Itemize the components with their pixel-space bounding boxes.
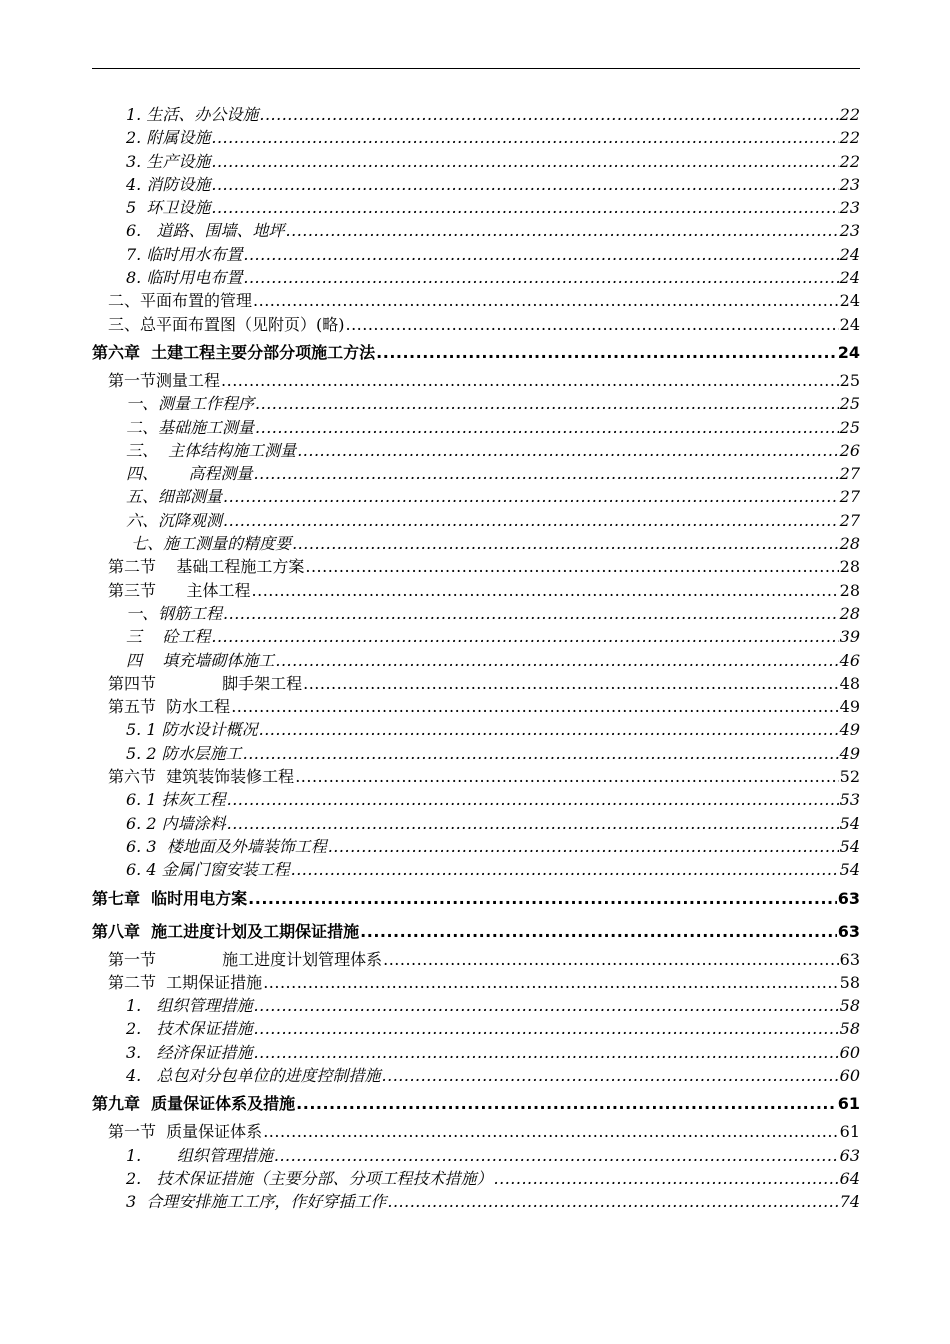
- toc-entry[interactable]: [92, 509, 860, 532]
- toc-entry-title: 第九章 质量保证体系及措施: [92, 1094, 296, 1114]
- table-of-contents: [92, 103, 860, 1213]
- toc-entry-title: 7. 临时用水布置: [126, 244, 243, 264]
- toc-page-number: 54: [839, 860, 860, 880]
- toc-entry[interactable]: [92, 462, 860, 485]
- toc-leader-dots: [211, 126, 838, 149]
- toc-page-number: 28: [839, 534, 860, 554]
- header-rule: [92, 68, 860, 69]
- toc-entry-title: 三 砼工程: [126, 627, 211, 647]
- toc-entry-title: 第二节 工期保证措施: [108, 972, 263, 992]
- toc-entry-title: 6. 道路、围墙、地坪: [126, 221, 285, 241]
- toc-leader-dots: [305, 555, 838, 578]
- toc-leader-dots: [328, 835, 839, 858]
- toc-page-number: 27: [839, 464, 860, 484]
- toc-leader-dots: [296, 1087, 837, 1120]
- toc-entry-title: 三、 主体结构施工测量: [126, 440, 297, 460]
- toc-leader-dots: [221, 369, 839, 392]
- toc-entry[interactable]: [92, 579, 860, 602]
- toc-entry[interactable]: [92, 971, 860, 994]
- toc-entry[interactable]: [92, 1017, 860, 1040]
- toc-entry-title: 3. 经济保证措施: [126, 1042, 253, 1062]
- toc-page-number: 24: [839, 268, 860, 288]
- toc-entry[interactable]: [92, 416, 860, 439]
- toc-entry-title: 1. 组织管理措施: [126, 1145, 273, 1165]
- toc-page-number: 26: [839, 440, 860, 460]
- toc-page-number: 63: [839, 1145, 860, 1165]
- toc-leader-dots: [263, 1120, 838, 1143]
- toc-entry[interactable]: [92, 369, 860, 392]
- toc-entry[interactable]: [92, 313, 860, 336]
- toc-entry[interactable]: [92, 266, 860, 289]
- toc-leader-dots: [223, 602, 839, 625]
- toc-entry-title: 四 填充墙砌体施工: [126, 650, 275, 670]
- toc-leader-dots: [211, 150, 838, 173]
- toc-entry-title: 第一节 质量保证体系: [108, 1122, 263, 1142]
- toc-page-number: 25: [839, 394, 860, 414]
- toc-entry[interactable]: [92, 994, 860, 1017]
- toc-entry-title: 第四节 脚手架工程: [108, 673, 303, 693]
- toc-entry-title: 六、沉降观测: [126, 510, 223, 530]
- toc-leader-dots: [346, 313, 839, 336]
- toc-entry-title: 6. 3 楼地面及外墙装饰工程: [126, 836, 327, 856]
- toc-page-number: 23: [839, 198, 860, 218]
- toc-leader-dots: [243, 742, 839, 765]
- toc-entry-title: 第七章 临时用电方案: [92, 888, 248, 908]
- toc-entry-title: 2. 技术保证措施: [126, 1019, 253, 1039]
- toc-leader-dots: [387, 1190, 838, 1213]
- toc-page-number: 22: [839, 105, 860, 124]
- toc-entry[interactable]: [92, 649, 860, 672]
- toc-leader-dots: [275, 649, 838, 672]
- toc-entry[interactable]: [92, 219, 860, 242]
- toc-leader-dots: [376, 336, 837, 369]
- toc-entry[interactable]: [92, 1167, 860, 1190]
- toc-entry-title: 第三节 主体工程: [108, 580, 251, 600]
- toc-entry-title: 4. 总包对分包单位的进度控制措施: [126, 1065, 381, 1085]
- toc-page-number: 28: [839, 603, 860, 623]
- toc-leader-dots: [382, 1064, 839, 1087]
- toc-entry-title: 二、平面布置的管理: [108, 291, 253, 311]
- toc-entry-title: 2. 技术保证措施（主要分部、分项工程技术措施）: [126, 1168, 493, 1188]
- toc-entry-title: 1. 组织管理措施: [126, 996, 253, 1016]
- toc-entry[interactable]: [92, 555, 860, 578]
- toc-leader-dots: [263, 971, 838, 994]
- toc-page-number: 24: [839, 244, 860, 264]
- toc-entry[interactable]: [92, 243, 860, 266]
- toc-entry-title: 第六章 土建工程主要分部分项施工方法: [92, 342, 376, 362]
- toc-page-number: 63: [837, 921, 860, 941]
- toc-page-number: 48: [839, 673, 860, 693]
- toc-page-number: 58: [839, 1019, 860, 1039]
- toc-leader-dots: [259, 718, 839, 741]
- toc-page-number: 63: [839, 949, 860, 969]
- toc-entry[interactable]: [92, 485, 860, 508]
- toc-page-number: 60: [839, 1042, 860, 1062]
- toc-entry-title: 6. 2 内墙涂料: [126, 813, 226, 833]
- toc-entry[interactable]: [92, 625, 860, 648]
- toc-entry[interactable]: [92, 1064, 860, 1087]
- toc-page-number: 49: [839, 743, 860, 763]
- toc-leader-dots: [211, 196, 838, 219]
- toc-page-number: 27: [839, 510, 860, 530]
- toc-page-number: 61: [839, 1122, 860, 1142]
- toc-entry[interactable]: [92, 672, 860, 695]
- toc-leader-dots: [255, 392, 839, 415]
- toc-entry-title: 6. 4 金属门窗安装工程: [126, 860, 290, 880]
- toc-entry-title: 1. 生活、办公设施: [126, 105, 259, 124]
- toc-entry[interactable]: [92, 695, 860, 718]
- toc-page-number: 58: [839, 972, 860, 992]
- toc-leader-dots: [211, 173, 838, 196]
- toc-entry[interactable]: [92, 858, 860, 881]
- toc-page-number: 53: [839, 790, 860, 810]
- toc-entry[interactable]: [92, 765, 860, 788]
- toc-entry[interactable]: [92, 532, 860, 555]
- toc-leader-dots: [252, 579, 839, 602]
- toc-page-number: 54: [839, 836, 860, 856]
- toc-entry-title: 一、钢筋工程: [126, 603, 223, 623]
- toc-page-number: 23: [839, 174, 860, 194]
- toc-page-number: 28: [839, 580, 860, 600]
- toc-page-number: 23: [839, 221, 860, 241]
- toc-page-number: 58: [839, 996, 860, 1016]
- toc-entry-title: 4. 消防设施: [126, 174, 211, 194]
- toc-entry[interactable]: [92, 788, 860, 811]
- toc-leader-dots: [494, 1167, 839, 1190]
- toc-entry-title: 四、 高程测量: [126, 464, 253, 484]
- toc-entry[interactable]: [92, 602, 860, 625]
- toc-entry[interactable]: [92, 742, 860, 765]
- toc-entry-title: 5 环卫设施: [126, 198, 211, 218]
- toc-leader-dots: [254, 1017, 839, 1040]
- toc-chapter-entry[interactable]: [92, 915, 860, 948]
- toc-entry-title: 三、总平面布置图（见附页）(略): [108, 314, 345, 334]
- toc-entry[interactable]: [92, 1190, 860, 1213]
- toc-entry[interactable]: [92, 812, 860, 835]
- toc-leader-dots: [248, 882, 837, 915]
- toc-page-number: 24: [837, 342, 860, 362]
- toc-page-number: 64: [839, 1168, 860, 1188]
- toc-leader-dots: [286, 219, 839, 242]
- toc-entry[interactable]: [92, 948, 860, 971]
- toc-leader-dots: [259, 103, 838, 126]
- toc-entry-title: 第二节 基础工程施工方案: [108, 557, 305, 577]
- toc-leader-dots: [303, 672, 839, 695]
- toc-chapter-entry[interactable]: [92, 1087, 860, 1120]
- toc-entry-title: 2. 附属设施: [126, 128, 211, 148]
- toc-entry[interactable]: [92, 835, 860, 858]
- toc-entry[interactable]: [92, 1144, 860, 1167]
- toc-entry-title: 七、施工测量的精度要: [126, 534, 292, 554]
- toc-entry-title: 3 合理安排施工工序，作好穿插工作: [126, 1192, 387, 1212]
- toc-page-number: 39: [839, 627, 860, 647]
- toc-page-number: 52: [839, 767, 860, 787]
- toc-entry[interactable]: [92, 439, 860, 462]
- toc-entry[interactable]: [92, 196, 860, 219]
- toc-leader-dots: [243, 243, 838, 266]
- toc-entry-title: 五、细部测量: [126, 487, 223, 507]
- toc-chapter-entry[interactable]: [92, 336, 860, 369]
- toc-entry[interactable]: [92, 150, 860, 173]
- toc-entry-title: 5. 2 防水层施工: [126, 743, 242, 763]
- toc-page-number: 61: [837, 1094, 860, 1114]
- toc-leader-dots: [383, 948, 839, 971]
- toc-entry-title: 第五节 防水工程: [108, 697, 231, 717]
- toc-entry[interactable]: [92, 103, 860, 126]
- toc-leader-dots: [255, 416, 839, 439]
- toc-leader-dots: [227, 788, 839, 811]
- toc-page-number: 27: [839, 487, 860, 507]
- toc-leader-dots: [223, 485, 839, 508]
- toc-leader-dots: [291, 858, 839, 881]
- toc-page-number: 54: [839, 813, 860, 833]
- toc-entry-title: 第八章 施工进度计划及工期保证措施: [92, 921, 360, 941]
- toc-entry[interactable]: [92, 289, 860, 312]
- toc-entry-title: 3. 生产设施: [126, 151, 211, 171]
- toc-leader-dots: [254, 1041, 839, 1064]
- toc-leader-dots: [360, 915, 837, 948]
- toc-entry[interactable]: [92, 1120, 860, 1143]
- toc-page-number: 46: [839, 650, 860, 670]
- toc-leader-dots: [274, 1144, 839, 1167]
- toc-leader-dots: [254, 994, 839, 1017]
- toc-page-number: 25: [839, 417, 860, 437]
- toc-page-number: 28: [839, 557, 860, 577]
- toc-entry-title: 一、测量工作程序: [126, 394, 255, 414]
- toc-page-number: 49: [839, 720, 860, 740]
- toc-entry-title: 第六节 建筑装饰装修工程: [108, 767, 295, 787]
- toc-entry-title: 5. 1 防水设计概况: [126, 720, 258, 740]
- toc-entry[interactable]: [92, 126, 860, 149]
- toc-page-number: 24: [839, 291, 860, 311]
- toc-entry[interactable]: [92, 392, 860, 415]
- toc-leader-dots: [297, 439, 838, 462]
- toc-page-number: 63: [837, 888, 860, 908]
- toc-leader-dots: [231, 695, 838, 718]
- toc-entry-title: 第一节测量工程: [108, 370, 221, 390]
- toc-leader-dots: [295, 765, 838, 788]
- toc-leader-dots: [223, 509, 839, 532]
- toc-entry-title: 第一节 施工进度计划管理体系: [108, 949, 383, 969]
- toc-leader-dots: [227, 812, 839, 835]
- toc-entry-title: 8. 临时用电布置: [126, 268, 243, 288]
- toc-entry[interactable]: [92, 718, 860, 741]
- toc-page-number: 24: [839, 314, 860, 334]
- toc-leader-dots: [292, 532, 839, 555]
- toc-chapter-entry[interactable]: [92, 882, 860, 915]
- toc-leader-dots: [211, 625, 838, 648]
- toc-page-number: 25: [839, 370, 860, 390]
- toc-entry-title: 二、基础施工测量: [126, 417, 255, 437]
- toc-leader-dots: [254, 462, 839, 485]
- toc-leader-dots: [253, 289, 839, 312]
- toc-leader-dots: [243, 266, 838, 289]
- toc-page-number: 22: [839, 151, 860, 171]
- toc-page-number: 22: [839, 128, 860, 148]
- toc-page-number: 74: [839, 1192, 860, 1212]
- toc-entry[interactable]: [92, 173, 860, 196]
- toc-entry-title: 6. 1 抹灰工程: [126, 790, 226, 810]
- toc-page-number: 49: [839, 697, 860, 717]
- toc-page-number: 60: [839, 1065, 860, 1085]
- toc-entry[interactable]: [92, 1041, 860, 1064]
